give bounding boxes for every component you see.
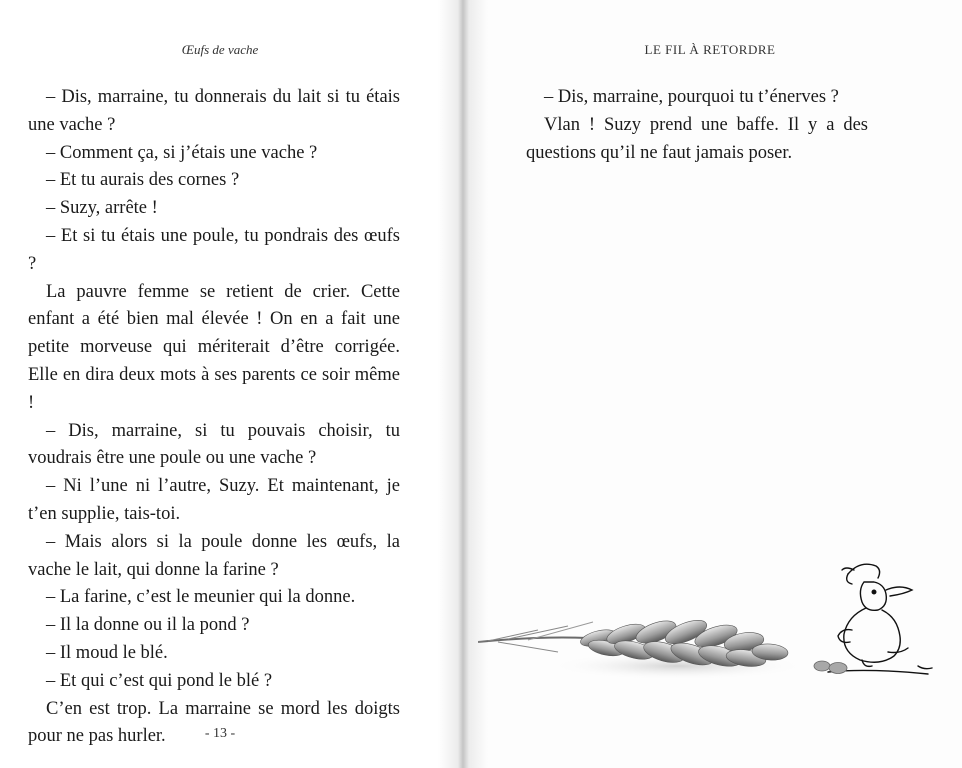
paragraph: – Et si tu étais une poule, tu pondrais des œufs ? [28, 225, 400, 274]
book-gutter-shadow [438, 0, 488, 768]
paragraph: – Il moud le blé. [46, 642, 168, 663]
paragraph: – Dis, marraine, tu donnerais du lait si tu étais une vache ? [28, 87, 400, 135]
paragraph: La pauvre femme se retient de crier. Cette enfant a été bien mal élevée ! On en a fait une petite morveuse qui mériterait d’être corrigée. Elle en dira deux mots à ses parents ce soir même ! [28, 281, 400, 413]
right-text-block [526, 84, 868, 167]
wheat-ear-illustration [478, 608, 798, 688]
right-running-head: LE FIL À RETORDRE [644, 42, 776, 57]
paragraph: – Il la donne ou il la pond ? [46, 615, 250, 636]
paragraph: – Et qui c’est qui pond le blé ? [46, 670, 273, 691]
paragraph: – Et tu aurais des cornes ? [46, 170, 240, 191]
paragraph: – Comment ça, si j’étais une vache ? [46, 142, 318, 163]
paragraph: – Suzy, arrête ! [46, 198, 158, 219]
paragraph: – Ni l’une ni l’autre, Suzy. Et maintenant, je t’en supplie, tais-toi. [28, 476, 400, 524]
left-text-block [28, 84, 400, 751]
paragraph: – Mais alors si la poule donne les œufs, la vache le lait, qui donne la farine ? [28, 531, 400, 580]
page-number: - 13 - [204, 726, 236, 741]
paragraph: C’en est trop. La marraine se mord les doigts pour ne pas hurler. [28, 698, 400, 747]
left-page [0, 0, 458, 768]
right-page [458, 0, 962, 768]
paragraph: – La farine, c’est le meunier qui la donne. [46, 587, 356, 608]
left-running-head: Œufs de vache [181, 42, 259, 57]
creature-sketch-illustration [808, 556, 938, 686]
paragraph: Vlan ! Suzy prend une baffe. Il y a des questions qu’il ne faut jamais poser. [526, 114, 868, 163]
paragraph: – Dis, marraine, pourquoi tu t’énerves ? [544, 87, 839, 107]
paragraph: – Dis, marraine, si tu pouvais choisir, tu voudrais être une poule ou une vache ? [28, 420, 400, 469]
